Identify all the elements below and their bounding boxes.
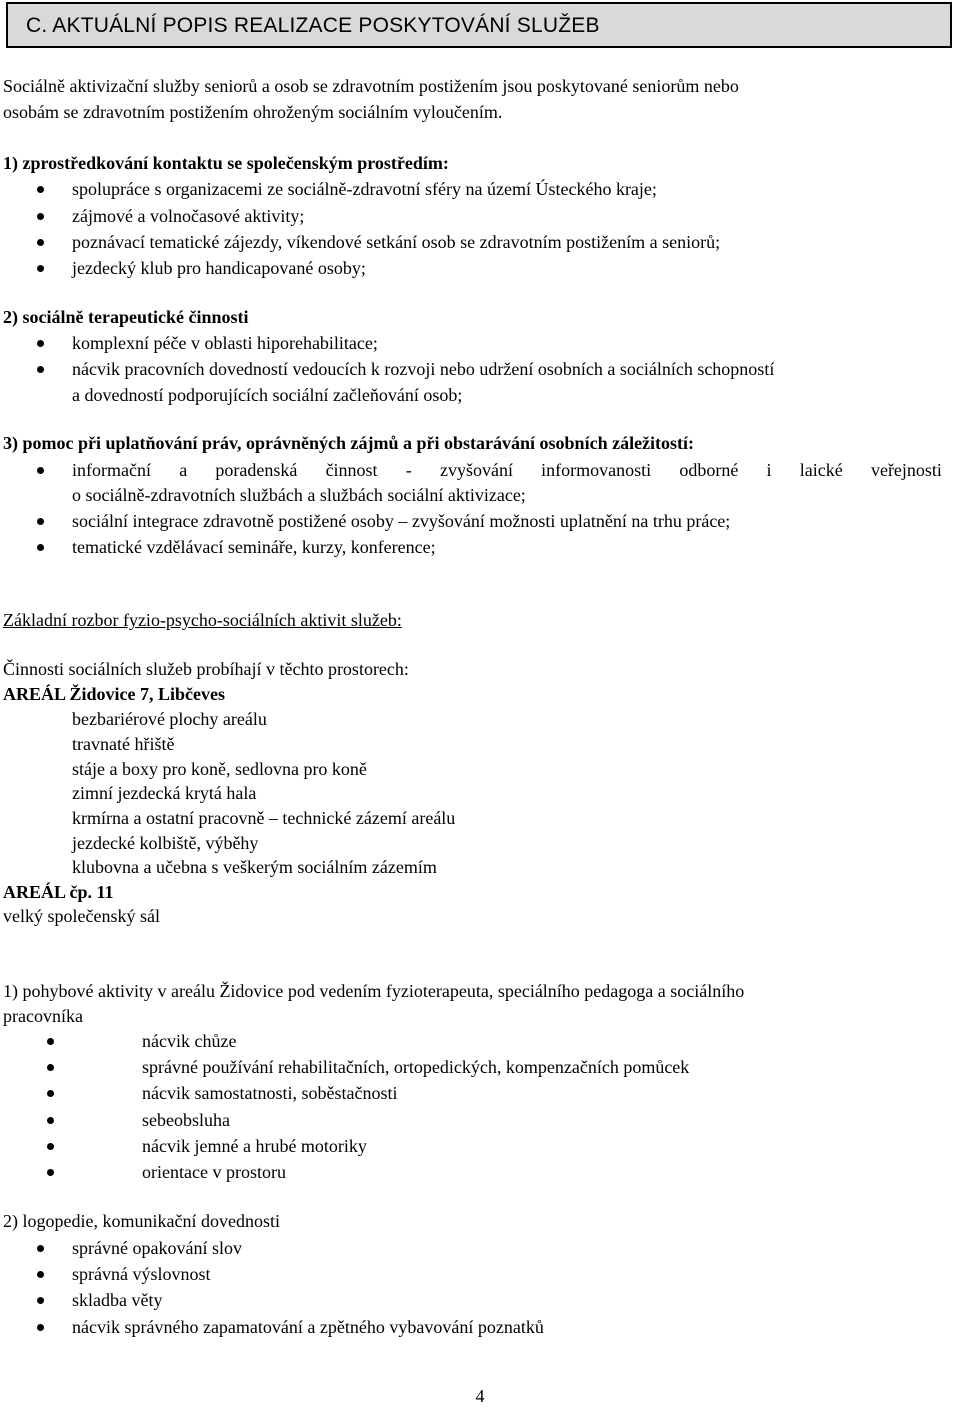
premise-item: velký společenský sál [3, 906, 160, 926]
intro-line-1: Sociálně aktivizační služby seniorů a osob se zdravotním postižením jsou poskytované seniorům nebo [3, 76, 739, 96]
analysis-title: Základní rozbor fyzio-psycho-sociálních aktivit služeb: [3, 610, 402, 630]
list-item-continuation: a dovedností podporujících sociální začleňování osob; [72, 385, 463, 405]
list-item: sociální integrace zdravotně postižené osoby – zvyšování možnosti uplatnění na trhu práce; [72, 508, 730, 534]
premise-item: jezdecké kolbiště, výběhy [72, 833, 259, 853]
section3-title: 3) pomoc při uplatňování práv, oprávněných zájmů a při obstarávání osobních záležitostí: [3, 433, 695, 453]
activities1-title-cont: pracovníka [3, 1006, 83, 1026]
section2-title: 2) sociálně terapeutické činnosti [3, 307, 249, 327]
list-item: nácvik správného zapamatování a zpětného vybavování poznatků [72, 1314, 544, 1340]
list-item-continuation: o sociálně-zdravotních službách a službách sociální aktivizace; [72, 485, 526, 505]
list-item: tematické vzdělávací semináře, kurzy, konference; [72, 534, 436, 560]
section-heading [6, 2, 952, 48]
list-item: informační a poradenská činnost - zvyšování informovanosti odborné i laické veřejnosti [72, 457, 942, 483]
section1-title: 1) zprostředkování kontaktu se společenským prostředím: [3, 153, 449, 173]
list-item: spolupráce s organizacemi ze sociálně-zdravotní sféry na území Ústeckého kraje; [72, 176, 657, 202]
page-number: 4 [475, 1386, 485, 1406]
list-item: skladba věty [72, 1287, 162, 1313]
activities2-title: 2) logopedie, komunikační dovednosti [3, 1211, 280, 1231]
areal1-title: AREÁL Židovice 7, Libčeves [3, 684, 226, 704]
premises-intro: Činnosti sociálních služeb probíhají v těchto prostorech: [3, 659, 409, 679]
list-item: správné používání rehabilitačních, ortopedických, kompenzačních pomůcek [142, 1054, 689, 1080]
premise-item: travnaté hřiště [72, 734, 175, 754]
premise-item: zimní jezdecká krytá hala [72, 783, 257, 803]
list-item: správné opakování slov [72, 1235, 242, 1261]
areal2-title: AREÁL čp. 11 [3, 882, 114, 902]
list-item: zájmové a volnočasové aktivity; [72, 203, 304, 229]
list-item: nácvik samostatnosti, soběstačnosti [142, 1080, 397, 1106]
list-item: poznávací tematické zájezdy, víkendové setkání osob se zdravotním postižením a seniorů; [72, 229, 720, 255]
list-item: jezdecký klub pro handicapované osoby; [72, 255, 366, 281]
section-heading-text: C. AKTUÁLNÍ POPIS REALIZACE POSKYTOVÁNÍ SLUŽEB [26, 14, 600, 37]
premise-item: stáje a boxy pro koně, sedlovna pro koně [72, 759, 367, 779]
intro-line-2: osobám se zdravotním postižením ohroženým sociálním vyloučením. [3, 102, 503, 122]
premise-item: bezbariérové plochy areálu [72, 709, 267, 729]
list-item: orientace v prostoru [142, 1159, 286, 1185]
list-item: nácvik chůze [142, 1028, 236, 1054]
premise-item: klubovna a učebna s veškerým sociálním zázemím [72, 857, 437, 877]
list-item: komplexní péče v oblasti hiporehabilitace; [72, 330, 378, 356]
activities1-title: 1) pohybové aktivity v areálu Židovice pod vedením fyzioterapeuta, speciálního pedagoga a sociálního [3, 981, 745, 1001]
list-item: nácvik jemné a hrubé motoriky [142, 1133, 367, 1159]
list-item: sebeobsluha [142, 1107, 230, 1133]
list-item: správná výslovnost [72, 1261, 211, 1287]
premise-item: krmírna a ostatní pracovně – technické zázemí areálu [72, 808, 456, 828]
list-item: nácvik pracovních dovedností vedoucích k rozvoji nebo udržení osobních a sociálních schopností [72, 356, 774, 382]
